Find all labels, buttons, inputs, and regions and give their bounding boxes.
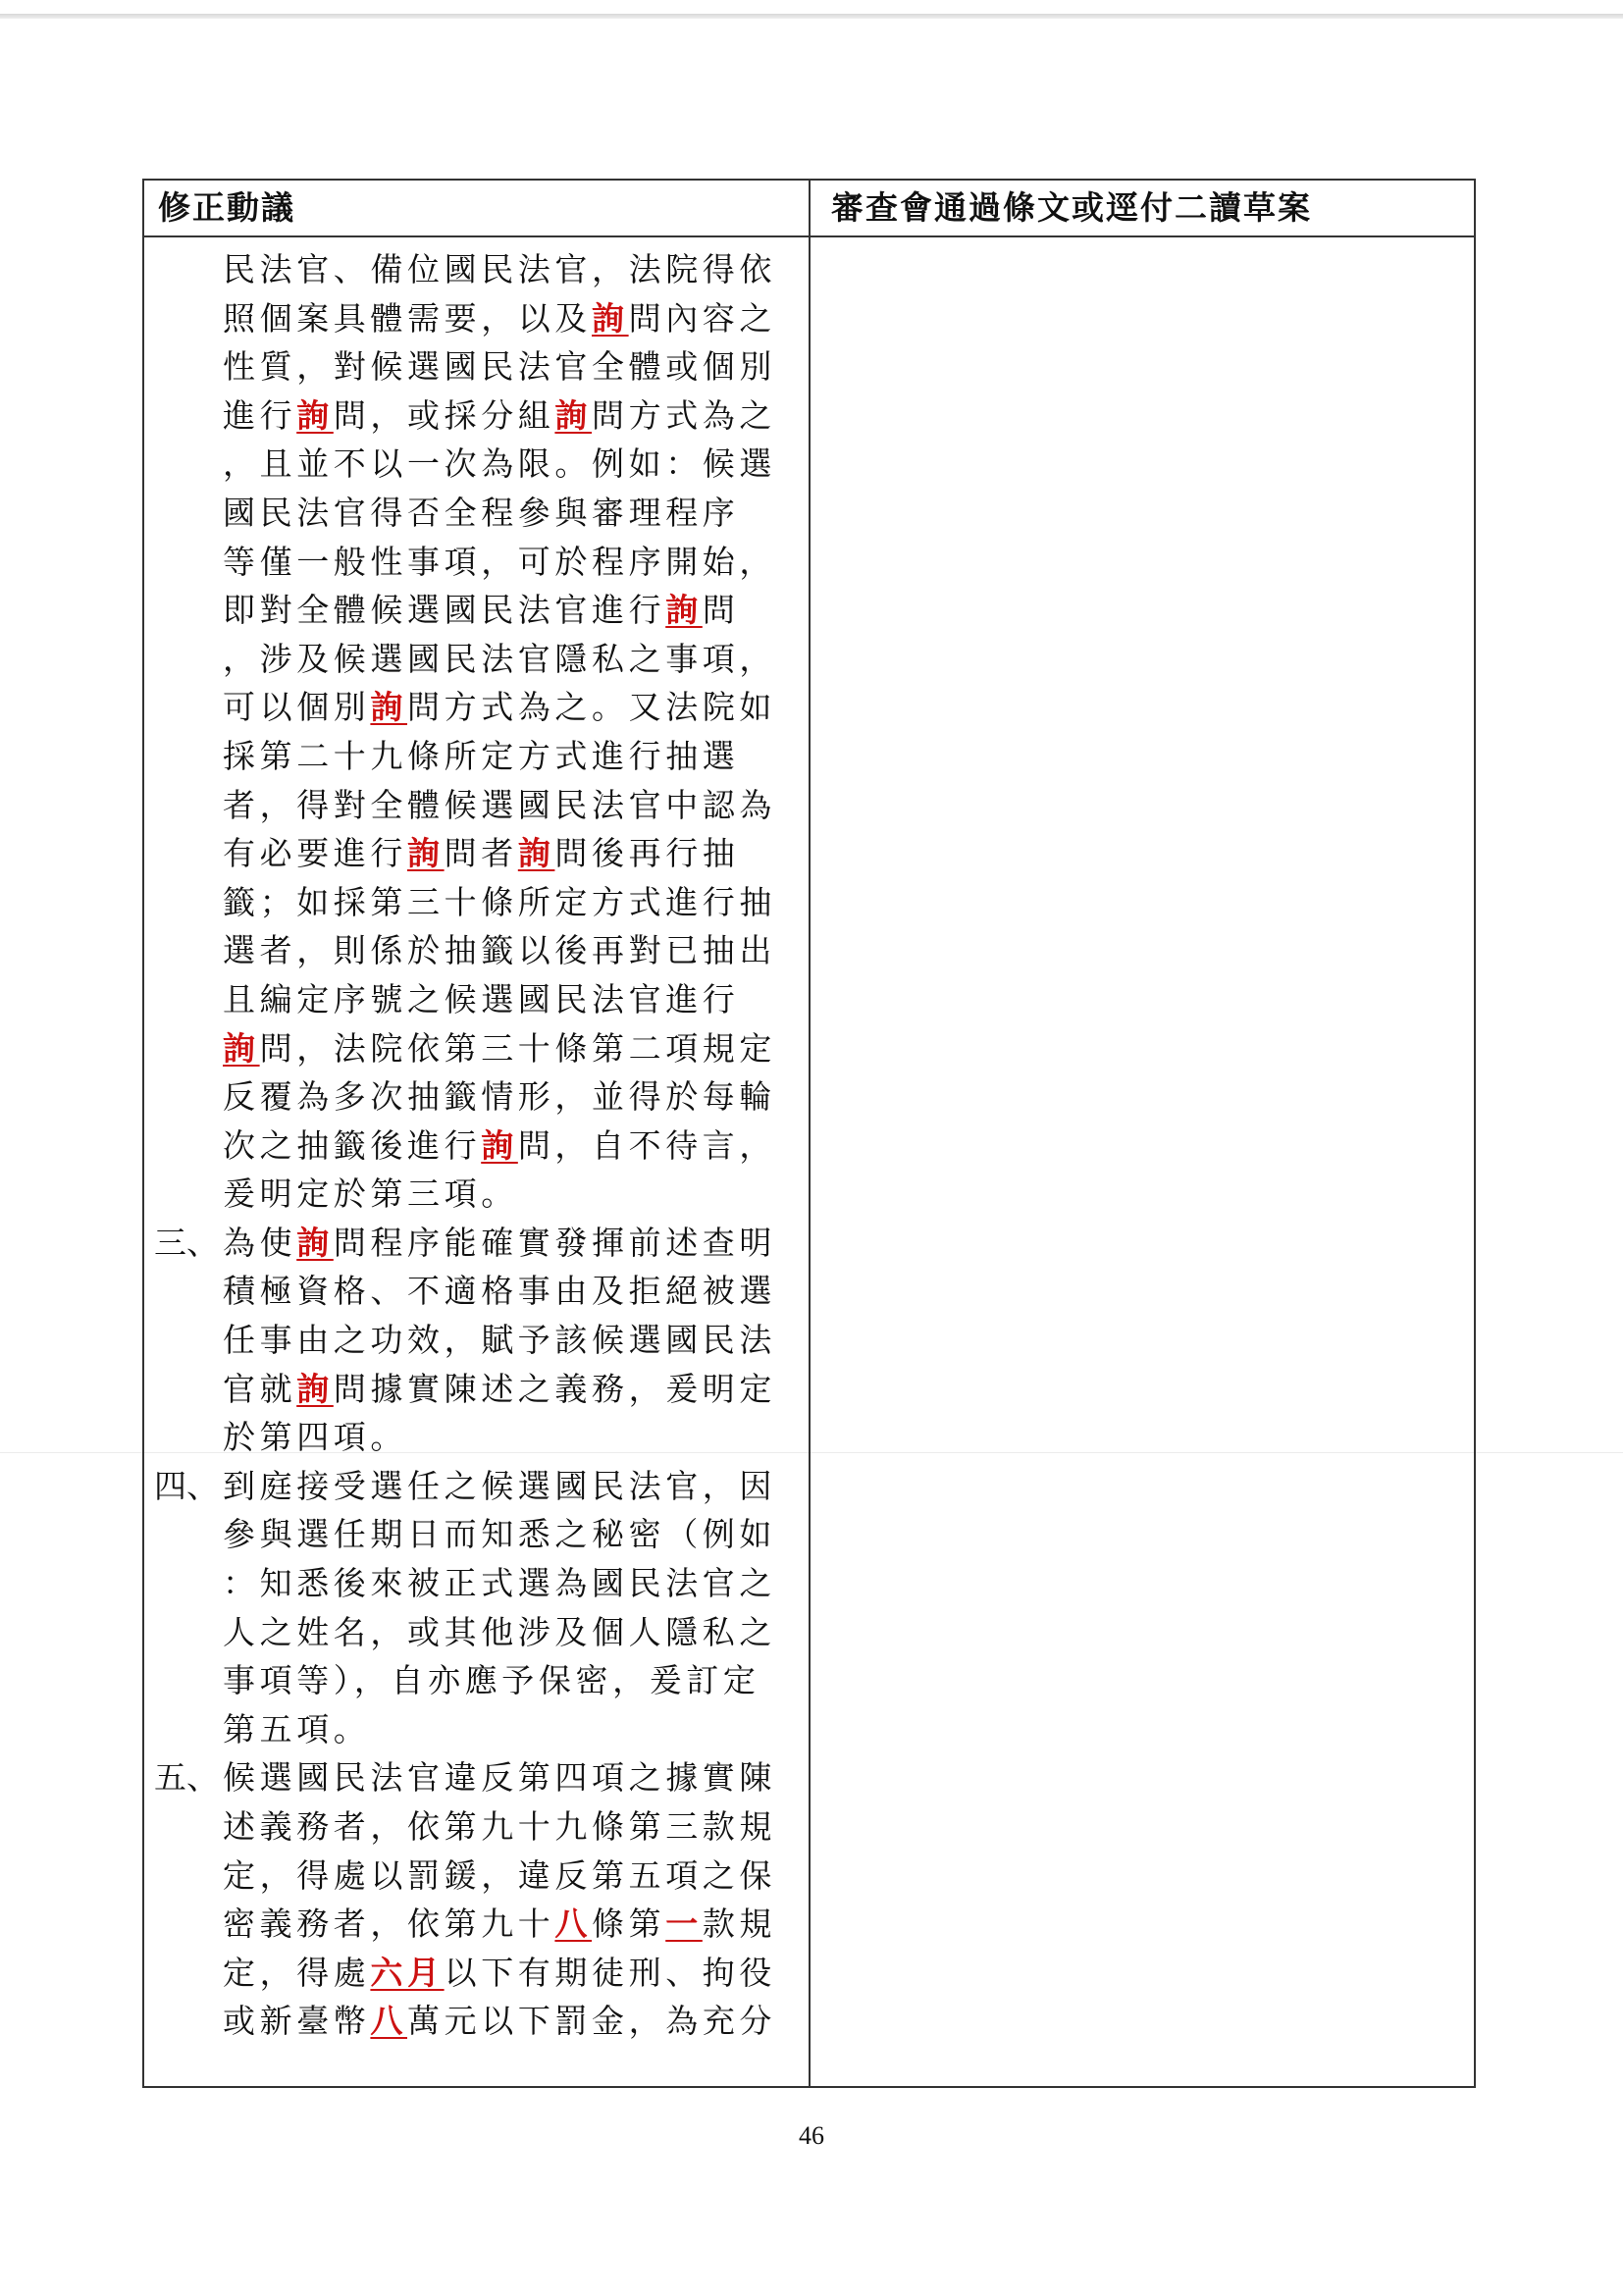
text-segment: 問，或採分組: [333, 395, 555, 435]
text-segment: ：知悉後來被正式選為國民法官之: [223, 1564, 776, 1603]
text-line: [154, 489, 802, 538]
text-line: [154, 294, 802, 343]
text-segment: 即對全體候選國民法官進行: [223, 591, 666, 630]
text-segment: 有必要進行: [223, 834, 407, 873]
list-marker: 三、: [154, 1223, 219, 1262]
text-segment: 國民法官得否全程參與審理程序: [223, 493, 740, 532]
text-line: [154, 440, 802, 489]
amended-text: 詢: [665, 591, 703, 630]
text-segment: 問方式為之。又法院如: [407, 688, 777, 727]
text-segment: 於第四項。: [223, 1418, 407, 1457]
text-segment: 到庭接受選任之候選國民法官，因: [223, 1466, 776, 1505]
text-segment: 定，得處以罰鍰，違反第五項之保: [223, 1855, 776, 1895]
amended-text: 詢: [517, 834, 555, 873]
text-segment: 次之抽籤後進行: [223, 1125, 482, 1165]
scan-top-edge: [0, 14, 1623, 19]
text-segment: 反覆為多次抽籤情形，並得於每輪: [223, 1077, 776, 1117]
amended-text: 詢: [296, 1369, 334, 1408]
text-line: [154, 1949, 802, 1998]
amended-text: 詢: [223, 1028, 260, 1068]
text-segment: 者，得對全體候選國民法官中認為: [223, 785, 776, 824]
amended-text: 詢: [407, 834, 445, 873]
page-number: 46: [799, 2121, 824, 2150]
text-segment: 籤；如採第三十條所定方式進行抽: [223, 882, 776, 921]
text-line: [154, 926, 802, 975]
text-line: [154, 538, 802, 587]
amended-text: 詢: [296, 395, 334, 435]
text-line: [154, 1219, 802, 1268]
table-header-row: [144, 181, 1474, 237]
text-line: [154, 1024, 802, 1073]
column-divider: [809, 181, 811, 2086]
text-segment: 款規: [702, 1905, 777, 1944]
text-segment: 且編定序號之候選國民法官進行: [223, 979, 740, 1018]
text-line: [154, 1753, 802, 1802]
amended-text: 詢: [296, 1223, 334, 1262]
amended-text: 八: [554, 1905, 593, 1944]
text-segment: 參與選任期日而知悉之秘密（例如: [223, 1515, 776, 1554]
text-line: [154, 245, 802, 294]
text-line: [154, 1122, 802, 1171]
text-line: [154, 586, 802, 635]
text-segment: 述義務者，依第九十九條第三款規: [223, 1807, 776, 1846]
text-segment: ，涉及候選國民法官隱私之事項，: [223, 639, 776, 678]
text-line: [154, 1462, 802, 1511]
amended-text: 詢: [592, 298, 629, 338]
text-segment: 民法官、備位國民法官，法院得依: [223, 250, 776, 288]
text-segment: 照個案具體需要，以及: [223, 298, 592, 338]
text-line: [154, 1267, 802, 1316]
text-line: [154, 1510, 802, 1559]
text-segment: 問內容之: [628, 298, 777, 338]
text-line: [154, 391, 802, 441]
text-segment: 問程序能確實發揮前述查明: [333, 1223, 777, 1262]
text-line: [154, 1170, 802, 1219]
text-segment: 定，得處: [223, 1953, 371, 1992]
header-committee-draft: 審查會通過條文或逕付二讀草案: [831, 188, 1312, 227]
text-segment: 條第: [592, 1905, 666, 1944]
text-segment: 萬元以下罰金，為充分: [407, 2002, 777, 2041]
text-line: [154, 1413, 802, 1462]
amended-text: 八: [370, 2002, 408, 2041]
text-line: [154, 829, 802, 878]
text-line: [154, 975, 802, 1024]
text-segment: 等僅一般性事項，可於程序開始，: [223, 542, 776, 581]
text-segment: 密義務者，依第九十: [223, 1905, 555, 1944]
amended-text: 一: [665, 1905, 703, 1944]
text-segment: 以下有期徒刑、拘役: [444, 1953, 777, 1992]
text-segment: 選者，則係於抽籤以後再對已抽出: [223, 931, 776, 970]
text-segment: 事項等），自亦應予保密，爰訂定: [223, 1661, 760, 1700]
text-segment: 人之姓名，或其他涉及個人隱私之: [223, 1612, 776, 1651]
text-line: [154, 781, 802, 830]
text-segment: 問: [702, 591, 740, 630]
amended-text: 詢: [370, 688, 408, 727]
text-segment: 問據實陳述之義務，爰明定: [333, 1369, 777, 1408]
text-line: [154, 342, 802, 391]
text-line: [154, 1705, 802, 1754]
text-line: [154, 732, 802, 781]
text-segment: 問後再行抽: [554, 834, 740, 873]
text-segment: 問，法院依第三十條第二項規定: [259, 1028, 777, 1068]
text-segment: 可以個別: [223, 688, 371, 727]
text-segment: 積極資格、不適格事由及拒絕被選: [223, 1272, 776, 1311]
text-line: [154, 1852, 802, 1901]
text-line: [154, 1365, 802, 1414]
list-marker: 四、: [154, 1466, 219, 1505]
text-segment: 爰明定於第三項。: [223, 1174, 518, 1214]
text-segment: 問方式為之: [592, 395, 777, 435]
text-segment: 問，自不待言，: [517, 1125, 777, 1165]
text-line: [154, 1559, 802, 1608]
text-line: [154, 878, 802, 927]
text-line: [154, 683, 802, 732]
comparison-table: [142, 179, 1476, 2088]
text-segment: 為使: [223, 1223, 297, 1262]
text-line: [154, 635, 802, 684]
amended-text: 詢: [481, 1125, 518, 1165]
text-segment: ，且並不以一次為限。例如：候選: [223, 444, 776, 484]
amended-text: 六月: [370, 1953, 445, 1992]
text-line: [154, 1316, 802, 1365]
header-amendment-motion: 修正動議: [158, 188, 295, 227]
text-line: [154, 1802, 802, 1852]
text-segment: 第五項。: [223, 1709, 371, 1748]
text-segment: 問者: [444, 834, 518, 873]
text-segment: 性質，對候選國民法官全體或個別: [223, 347, 776, 387]
text-line: [154, 1997, 802, 2046]
amendment-explanation-column: [154, 245, 802, 2046]
text-segment: 任事由之功效，賦予該候選國民法: [223, 1321, 776, 1360]
list-marker: 五、: [154, 1758, 219, 1798]
text-line: [154, 1608, 802, 1657]
text-segment: 採第二十九條所定方式進行抽選: [223, 736, 740, 775]
text-line: [154, 1656, 802, 1705]
text-segment: 進行: [223, 395, 297, 435]
text-segment: 或新臺幣: [223, 2002, 371, 2041]
text-line: [154, 1072, 802, 1122]
amended-text: 詢: [554, 395, 593, 435]
text-line: [154, 1900, 802, 1949]
text-segment: 官就: [223, 1369, 297, 1408]
text-segment: 候選國民法官違反第四項之據實陳: [223, 1758, 776, 1798]
